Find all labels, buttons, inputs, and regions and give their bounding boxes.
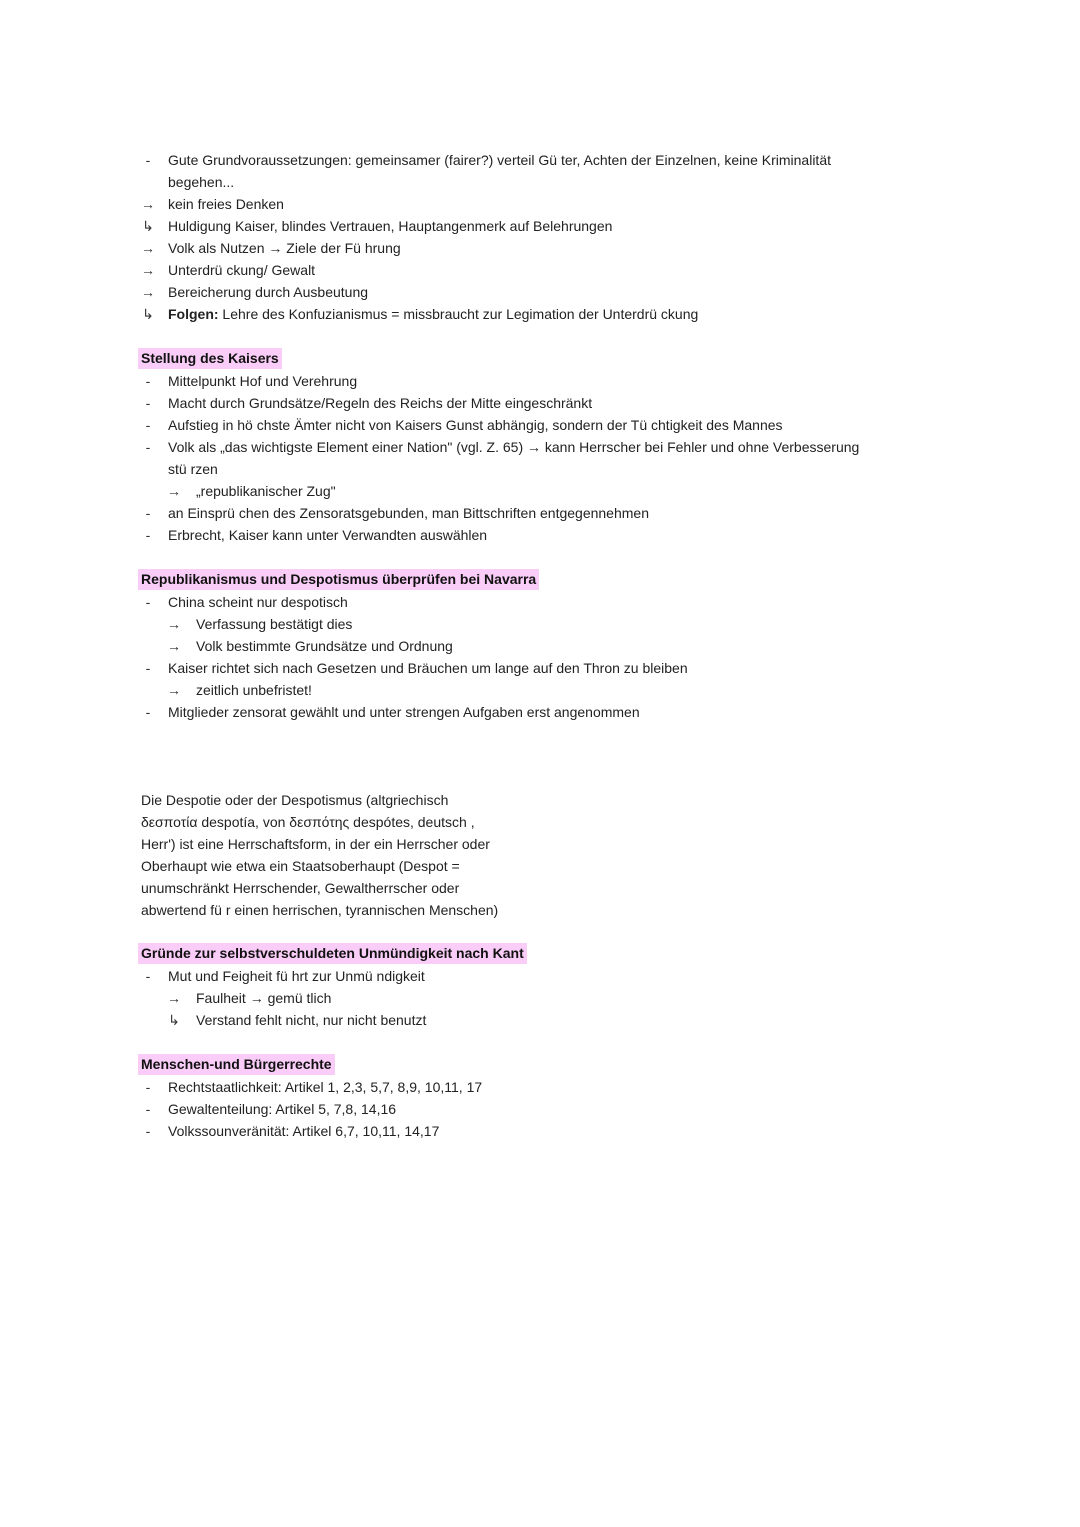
list-item xyxy=(0,171,1080,193)
list-item-text: Huldigung Kaiser, blindes Vertrauen, Hauptangenmerk auf Belehrungen xyxy=(168,218,613,234)
heading-stellung-des-kaisers: Stellung des Kaisers xyxy=(138,348,282,369)
bullet-dash: - xyxy=(145,660,151,676)
bullet-dash: - xyxy=(145,417,151,433)
list-item-bold-label: Folgen: xyxy=(168,306,219,322)
list-item xyxy=(0,193,1080,215)
list-item-text: „republikanischer Zug" xyxy=(196,483,336,499)
list-item-text: Mitglieder zensorat gewählt und unter strengen Aufgaben erst angenommen xyxy=(168,704,640,720)
paragraph-line: Herr') ist eine Herrschaftsform, in der ein Herrscher oder xyxy=(141,836,490,852)
paragraph-line: unumschränkt Herrschender, Gewaltherrscher oder xyxy=(141,880,460,896)
bullet-dash: - xyxy=(145,152,151,168)
arrow-right-icon: → xyxy=(141,262,155,278)
list-item-text: Verstand fehlt nicht, nur nicht benutzt xyxy=(196,1012,427,1028)
paragraph-line: Oberhaupt wie etwa ein Staatsoberhaupt (Despot = xyxy=(141,858,460,874)
list-item xyxy=(0,480,1080,502)
list-item xyxy=(0,591,1080,613)
bullet-dash: - xyxy=(145,1123,151,1139)
arrow-right-icon: → xyxy=(167,638,181,654)
arrow-right-icon: → xyxy=(141,240,155,256)
bullet-dash: - xyxy=(145,594,151,610)
bullet-dash: - xyxy=(145,968,151,984)
list-item xyxy=(0,370,1080,392)
list-stellung-des-kaisers xyxy=(0,370,1080,546)
list-item xyxy=(0,303,1080,325)
list-item-text: begehen... xyxy=(168,174,235,190)
list-item xyxy=(0,965,1080,987)
list-item xyxy=(0,436,1080,458)
heading-menschen-buergerrechte: Menschen-und Bürgerrechte xyxy=(138,1054,335,1075)
bullet-dash: - xyxy=(145,1079,151,1095)
list-item-text: Gewaltenteilung: Artikel 5, 7,8, 14,16 xyxy=(168,1101,397,1117)
list-item-text: Mut und Feigheit fü hrt zur Unmü ndigkeit xyxy=(168,968,425,984)
arrow-return-icon: ↳ xyxy=(142,306,154,322)
list-item xyxy=(0,392,1080,414)
list-item xyxy=(0,524,1080,546)
list-item xyxy=(0,987,1080,1009)
list-item-rest: Lehre des Konfuzianismus = missbraucht zur Legimation der Unterdrü ckung xyxy=(218,306,699,322)
list-item xyxy=(0,679,1080,701)
bullet-dash: - xyxy=(145,373,151,389)
list-item-text: Macht durch Grundsätze/Regeln des Reichs der Mitte eingeschränkt xyxy=(168,395,593,411)
list-menschen-buergerrechte xyxy=(0,1076,1080,1142)
list-item-text: zeitlich unbefristet! xyxy=(196,682,312,698)
list-item-text: Bereicherung durch Ausbeutung xyxy=(168,284,369,300)
list-item-text: Aufstieg in hö chste Ämter nicht von Kaisers Gunst abhängig, sondern der Tü chtigkeit des Mannes xyxy=(168,417,783,433)
list-item-text: Volk als „das wichtigste Element einer Nation" (vgl. Z. 65) → kann Herrscher bei Fehler und ohne Verbesserung xyxy=(168,439,860,455)
list-item-text xyxy=(168,303,698,325)
list-republikanismus-despotismus xyxy=(0,591,1080,723)
bullet-dash: - xyxy=(145,527,151,543)
list-item xyxy=(0,1120,1080,1142)
bullet-dash: - xyxy=(145,1101,151,1117)
list-item xyxy=(0,502,1080,524)
list-item xyxy=(0,701,1080,723)
list-item xyxy=(0,458,1080,480)
list-item xyxy=(0,237,1080,259)
list-item xyxy=(0,635,1080,657)
paragraph-line: Die Despotie oder der Despotismus (altgriechisch xyxy=(141,792,449,808)
list-item xyxy=(0,259,1080,281)
arrow-right-icon: → xyxy=(141,196,155,212)
list-item xyxy=(0,1098,1080,1120)
arrow-right-icon: → xyxy=(141,284,155,300)
list-item-text: China scheint nur despotisch xyxy=(168,594,348,610)
heading-unmuendigkeit-kant: Gründe zur selbstverschuldeten Unmündigkeit nach Kant xyxy=(138,943,527,964)
list-unmuendigkeit-kant xyxy=(0,965,1080,1031)
list-item-text: Faulheit → gemü tlich xyxy=(196,990,332,1006)
list-item xyxy=(0,1009,1080,1031)
paragraph-line: abwertend fü r einen herrischen, tyrannischen Menschen) xyxy=(141,902,499,918)
list-item-text: Volkssounveränität: Artikel 6,7, 10,11, 14,17 xyxy=(168,1123,440,1139)
list-item xyxy=(0,414,1080,436)
list-item-text: Verfassung bestätigt dies xyxy=(196,616,353,632)
arrow-return-icon: ↳ xyxy=(168,1012,180,1028)
arrow-right-icon: → xyxy=(167,682,181,698)
list-item-text: Erbrecht, Kaiser kann unter Verwandten auswählen xyxy=(168,527,488,543)
list-item xyxy=(0,281,1080,303)
list-item xyxy=(0,613,1080,635)
list-item-text: stü rzen xyxy=(168,461,218,477)
list-item-text: Volk als Nutzen → Ziele der Fü hrung xyxy=(168,240,401,256)
list-item-text: Gute Grundvoraussetzungen: gemeinsamer (fairer?) verteil Gü ter, Achten der Einzelnen, keine Kriminalität xyxy=(168,152,831,168)
arrow-right-icon: → xyxy=(167,483,181,499)
list-item xyxy=(0,657,1080,679)
bullet-dash: - xyxy=(145,439,151,455)
list-item-text: Mittelpunkt Hof und Verehrung xyxy=(168,373,358,389)
heading-republikanismus-despotismus: Republikanismus und Despotismus überprüfen bei Navarra xyxy=(138,569,539,590)
list-item xyxy=(0,149,1080,171)
list-item-text: Unterdrü ckung/ Gewalt xyxy=(168,262,316,278)
bullet-dash: - xyxy=(145,505,151,521)
list-item xyxy=(0,1076,1080,1098)
list-item-text: an Einsprü chen des Zensoratsgebunden, man Bittschriften entgegennehmen xyxy=(168,505,649,521)
list-item-text: Kaiser richtet sich nach Gesetzen und Bräuchen um lange auf den Thron zu bleiben xyxy=(168,660,688,676)
despotie-definition-paragraph xyxy=(141,789,541,921)
arrow-return-icon: ↳ xyxy=(142,218,154,234)
bullet-dash: - xyxy=(145,395,151,411)
notes-block-confucianism xyxy=(0,149,1080,325)
arrow-right-icon: → xyxy=(167,616,181,632)
list-item-text: Rechtstaatlichkeit: Artikel 1, 2,3, 5,7, 8,9, 10,11, 17 xyxy=(168,1079,483,1095)
bullet-dash: - xyxy=(145,704,151,720)
list-item-text: Volk bestimmte Grundsätze und Ordnung xyxy=(196,638,453,654)
paragraph-line: δεσποτία despotía, von δεσπότης despótes, deutsch , xyxy=(141,814,475,830)
list-item xyxy=(0,215,1080,237)
arrow-right-icon: → xyxy=(167,990,181,1006)
list-item-text: kein freies Denken xyxy=(168,196,284,212)
